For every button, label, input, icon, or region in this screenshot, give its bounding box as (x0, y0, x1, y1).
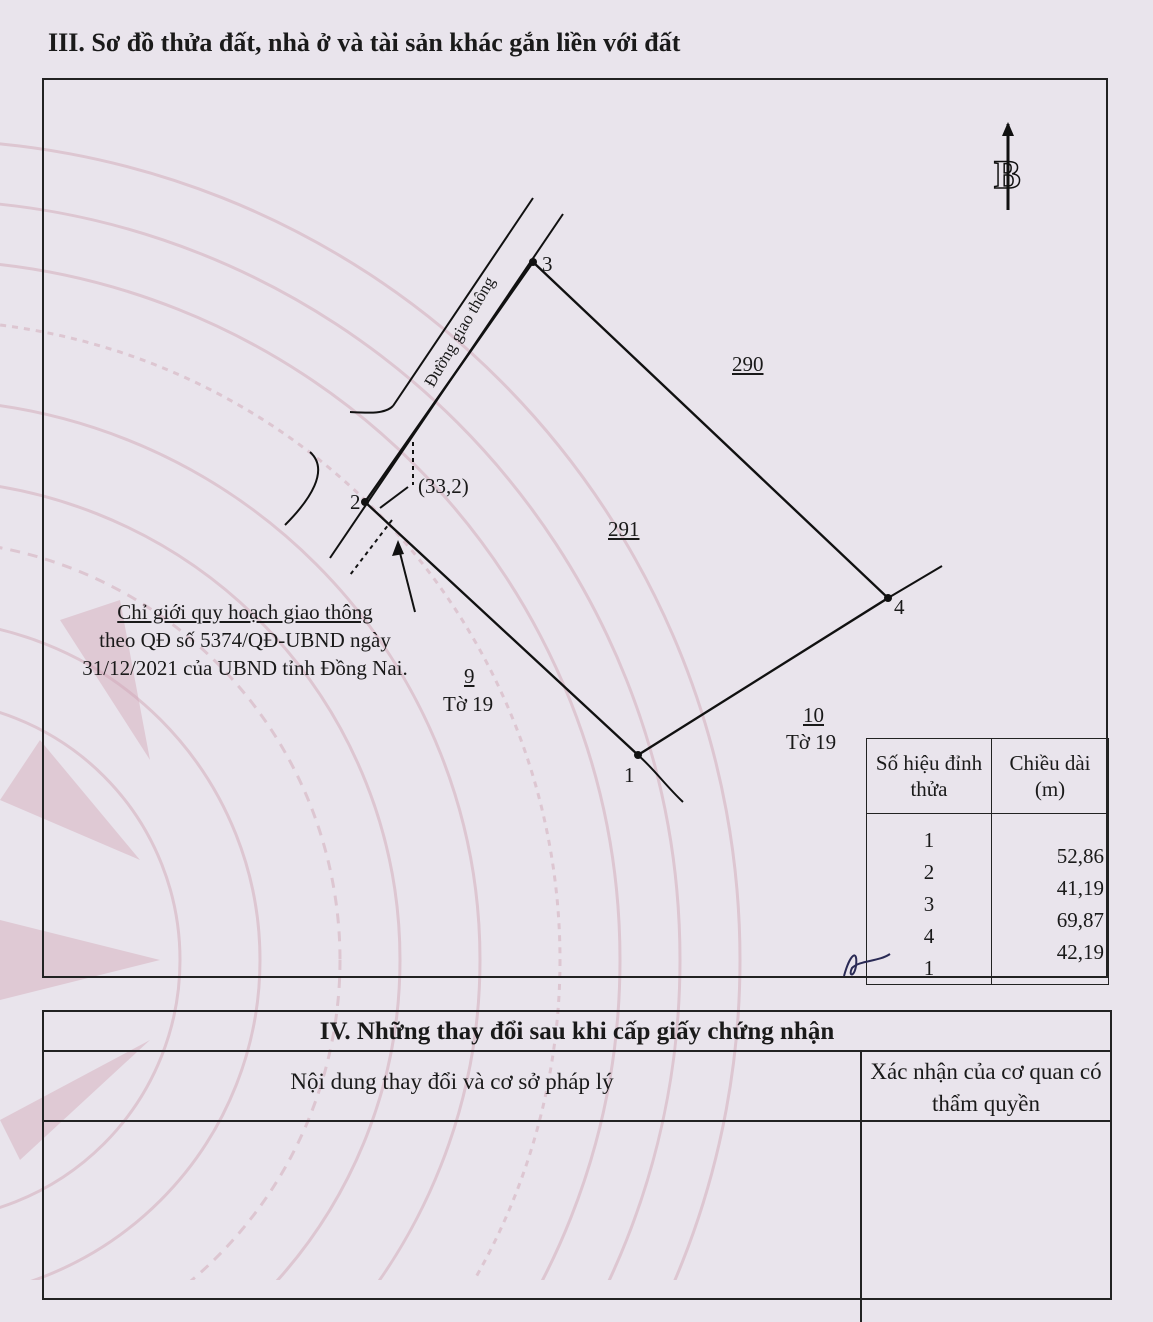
boundary-arc (285, 452, 318, 525)
vertex-3-dot (529, 258, 537, 266)
table-length: 41,19 (1056, 876, 1104, 900)
planning-note (40, 598, 450, 682)
table-point: 2 (923, 860, 935, 884)
vertex-2-label: 2 (350, 490, 361, 514)
table-length: 42,19 (1056, 940, 1104, 964)
planning-note-line-3: 31/12/2021 của UBND tỉnh Đồng Nai. (82, 656, 408, 680)
authority-confirmation-header: Xác nhận của cơ quan có thẩm quyền (862, 1050, 1110, 1122)
neighbor-south-number: 10 (803, 703, 824, 727)
neighbor-south-sheet: Tờ 19 (786, 730, 837, 754)
table-point: 4 (923, 924, 935, 948)
north-label: B (994, 152, 1021, 197)
parcel-number-291: 291 (608, 517, 640, 541)
col-vertex-header: Số hiệu đỉnh thửa (867, 739, 992, 814)
road-edge-west (393, 198, 533, 406)
road-branch (350, 406, 393, 413)
table-length: 52,86 (1056, 844, 1104, 868)
table-length: 69,87 (1056, 908, 1104, 932)
changes-content-body (44, 1122, 862, 1322)
setback-label: (33,2) (418, 474, 469, 498)
neighbor-west-sheet: Tờ 19 (443, 692, 494, 716)
vertex-4-label: 4 (894, 595, 905, 619)
section-4-changes (42, 1010, 1112, 1300)
edge-lengths-table (866, 738, 1109, 985)
table-point: 3 (923, 892, 935, 916)
length-column (992, 814, 1109, 985)
vertex-1-label: 1 (624, 763, 635, 787)
planning-note-line-2: theo QĐ số 5374/QĐ-UBND ngày (99, 628, 391, 652)
planning-note-line-1: Chỉ giới quy hoạch giao thông (117, 600, 373, 624)
vertex-2-dot (361, 498, 369, 506)
table-point: 1 (923, 956, 935, 980)
neighbor-parcel-290: 290 (732, 352, 764, 376)
boundary-extension-4 (888, 566, 942, 598)
vertex-1-dot (634, 751, 642, 759)
neighbor-west-number: 9 (464, 664, 475, 688)
vertex-4-dot (884, 594, 892, 602)
road-label: Đường giao thông (420, 273, 499, 391)
note-pointer-arrowhead (392, 540, 404, 556)
initial-signature (838, 946, 898, 982)
col-length-header: Chiều dài (m) (992, 739, 1109, 814)
boundary-extension-1 (638, 755, 683, 802)
vertex-3-label: 3 (542, 252, 553, 276)
planning-line-dashed (350, 520, 392, 575)
changes-content-header: Nội dung thay đổi và cơ sở pháp lý (44, 1050, 862, 1122)
setback-tick (380, 487, 408, 508)
table-point: 1 (923, 828, 935, 852)
section-3-title: III. Sơ đồ thửa đất, nhà ở và tài sản khác gắn liền với đất (48, 28, 681, 57)
section-4-title: IV. Những thay đổi sau khi cấp giấy chứng nhận (44, 1012, 1110, 1052)
